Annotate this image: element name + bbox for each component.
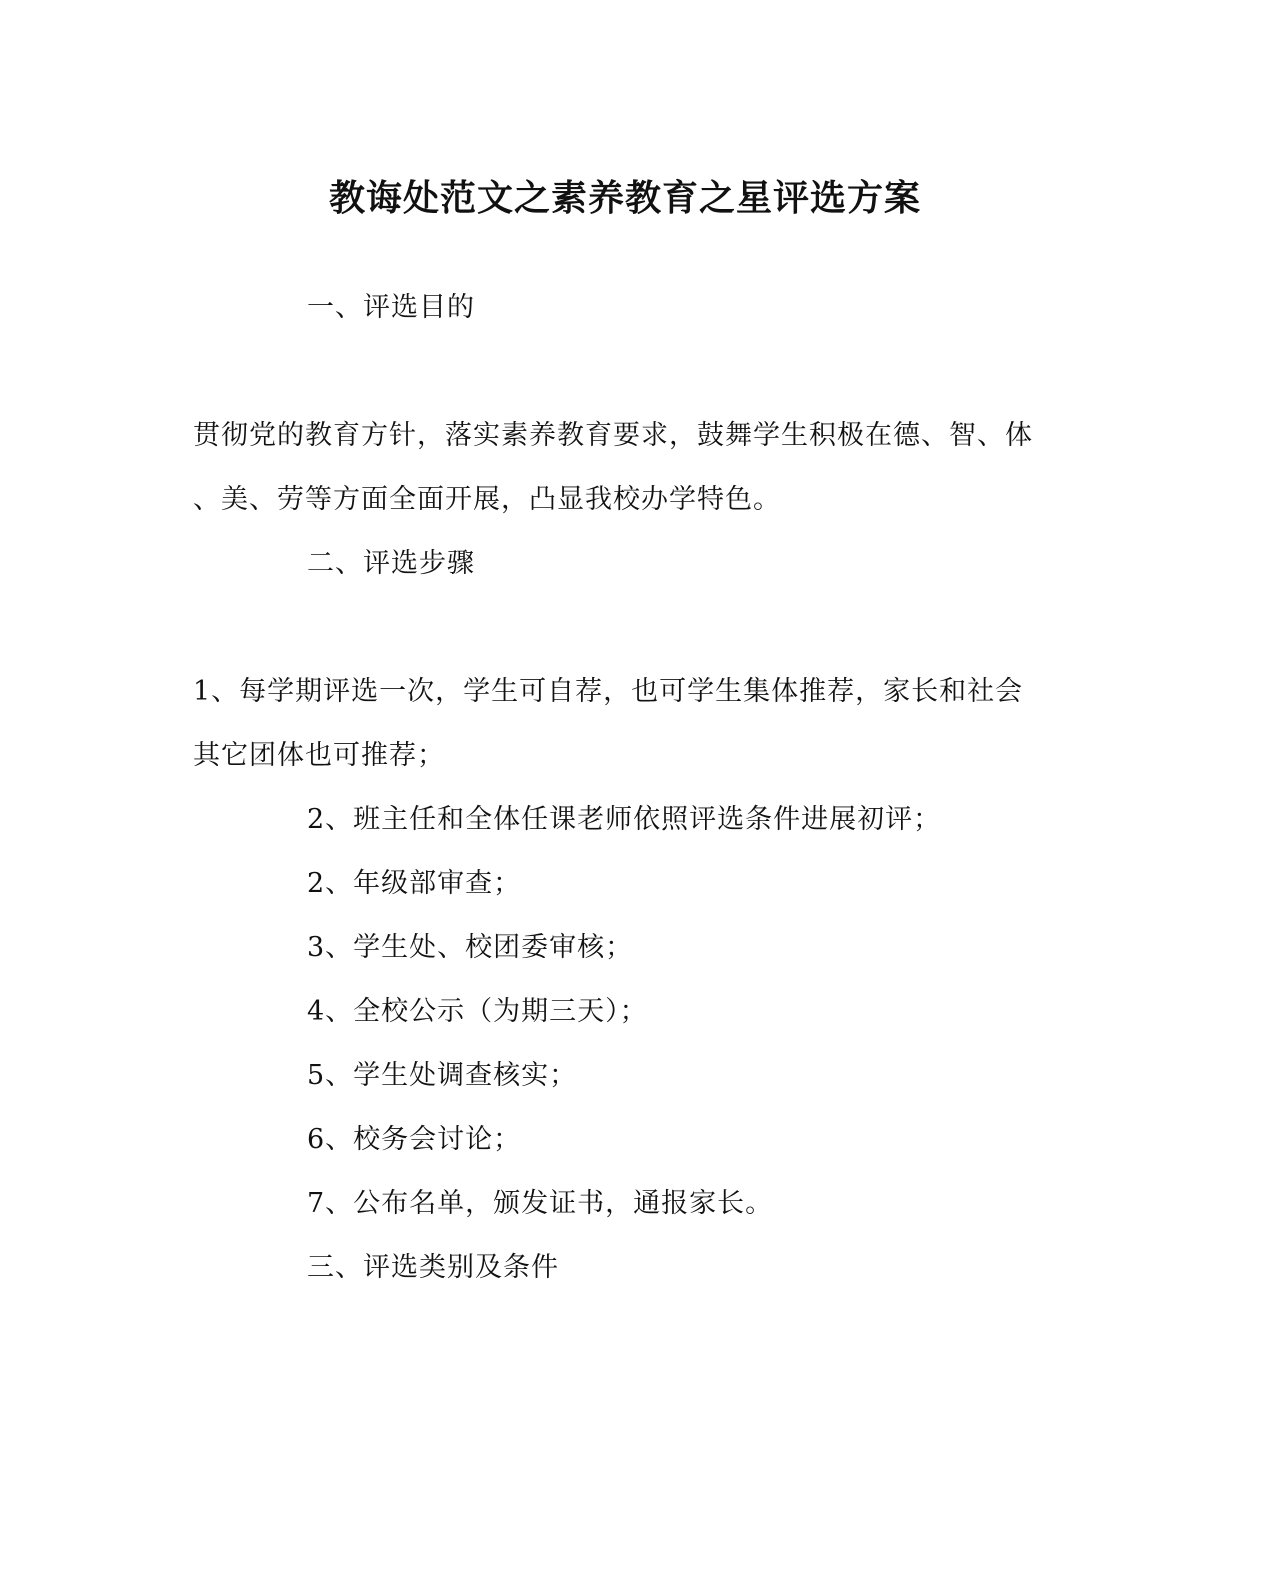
step-item: 2、班主任和全体任课老师依照评选条件进展初评； [307, 804, 942, 835]
step-item: 3、学生处、校团委审核； [307, 932, 634, 963]
step-1-line-2: 其它团体也可推荐； [193, 740, 445, 771]
section-heading-categories: 三、评选类别及条件 [307, 1252, 559, 1283]
purpose-paragraph-line-1: 贯彻党的教育方针，落实素养教育要求，鼓舞学生积极在德、智、体 [193, 420, 1033, 451]
purpose-paragraph-line-2: 、美、劳等方面全面开展，凸显我校办学特色。 [193, 484, 781, 515]
section-heading-steps: 二、评选步骤 [307, 548, 475, 579]
step-item: 2、年级部审查； [307, 868, 522, 899]
section-heading-purpose: 一、评选目的 [307, 292, 475, 323]
step-item: 4、全校公示（为期三天）； [307, 996, 648, 1027]
step-1-line-1: 1、每学期评选一次，学生可自荐，也可学生集体推荐，家长和社会 [193, 676, 1024, 707]
step-item: 5、学生处调查核实； [307, 1060, 578, 1091]
step-item: 7、公布名单，颁发证书，通报家长。 [307, 1188, 774, 1219]
step-item: 6、校务会讨论； [307, 1124, 522, 1155]
document-title: 教诲处范文之素养教育之星评选方案 [328, 177, 921, 219]
